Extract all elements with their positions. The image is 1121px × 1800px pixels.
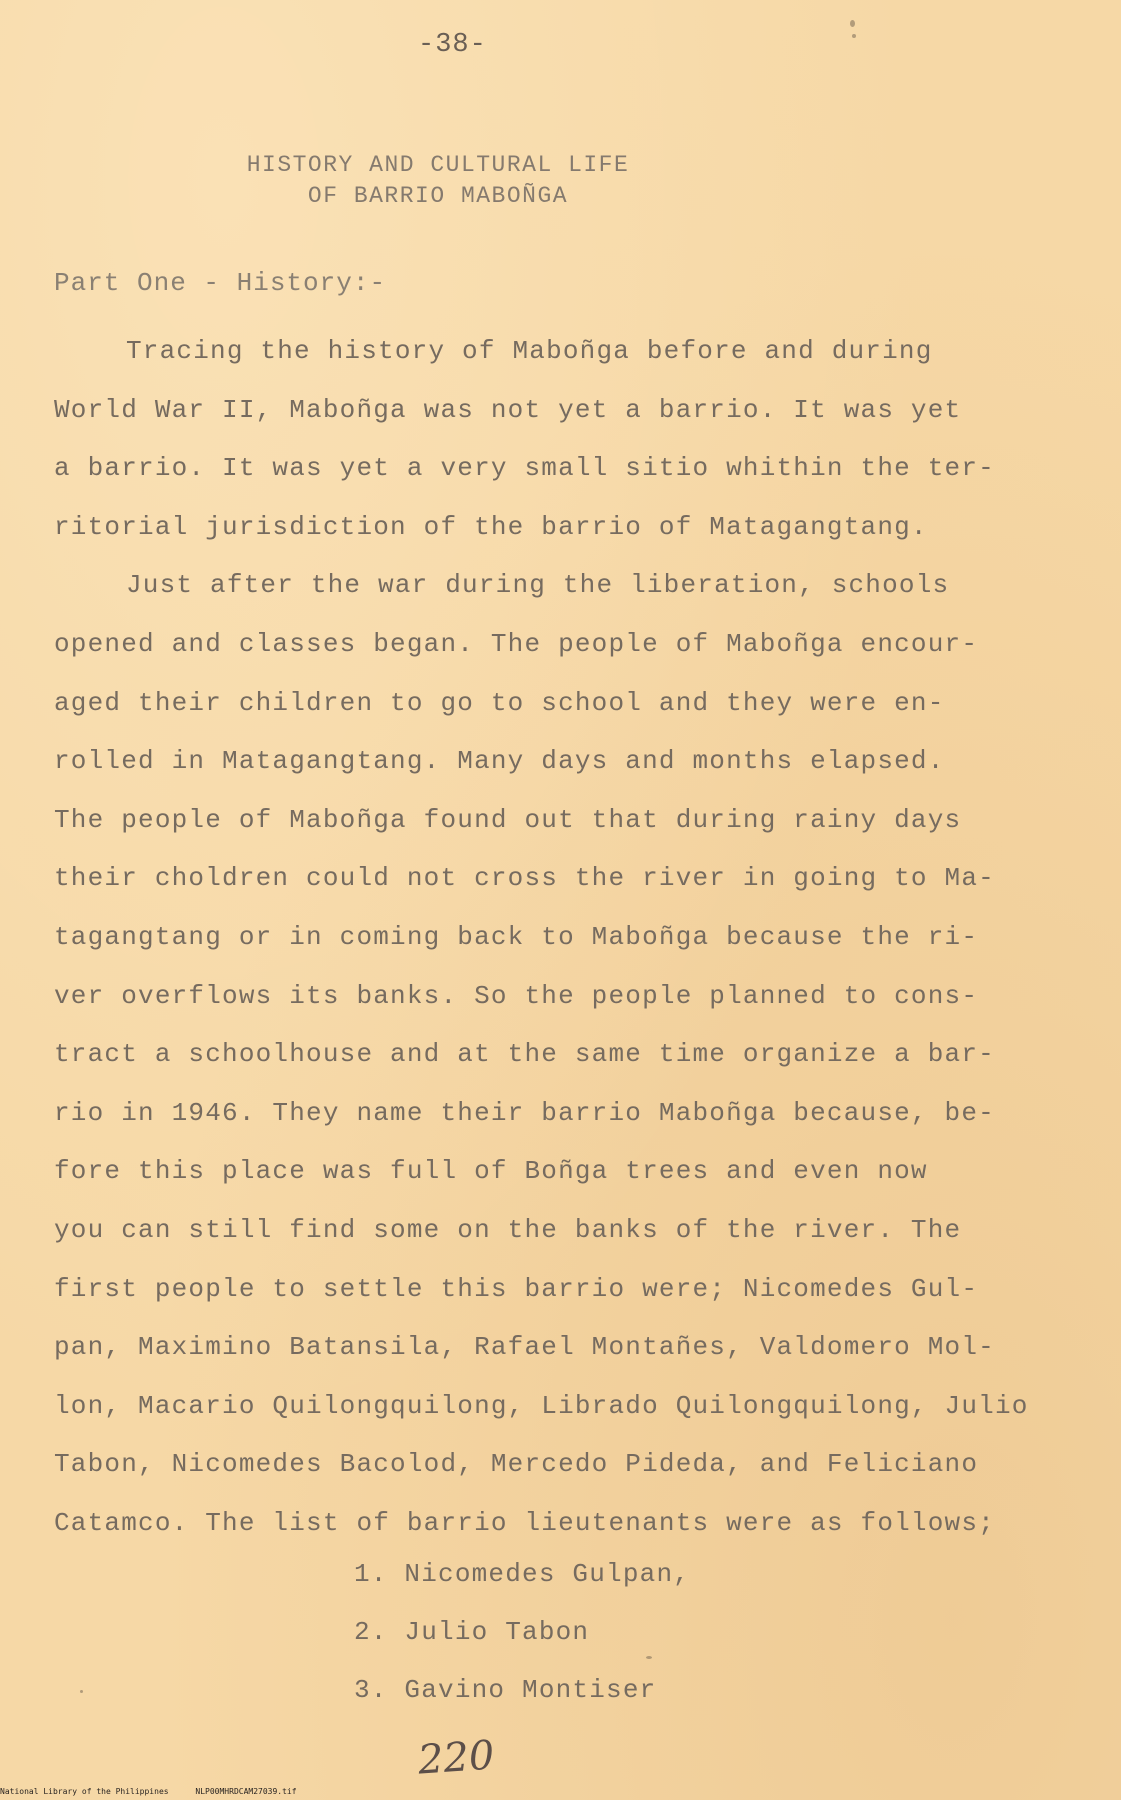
footer-filename: NLP00MHRDCAM27039.tif [195,1787,297,1796]
lieutenant-item: 1. Nicomedes Gulpan, [354,1559,691,1589]
lieutenant-list [354,1545,690,1719]
page-number: -38- [418,30,487,60]
body-line: Tracing the history of Maboñga before and during [126,336,933,366]
body-line: rio in 1946. They name their barrio Maboñga because, be- [54,1097,995,1128]
lieutenant-item: 3. Gavino Montiser [354,1675,657,1705]
lieutenant-item: 2. Julio Tabon [354,1617,590,1647]
handwritten-page-number: 220 [416,1732,496,1784]
body-line: Tabon, Nicomedes Bacolod, Mercedo Pideda, and Feliciano [54,1449,979,1480]
section-heading: Part One - History:- [54,268,387,298]
document-title [208,150,668,212]
speck-mark [850,20,855,27]
body-line: pan, Maximino Batansila, Rafael Montañes, Valdomero Mol- [54,1332,995,1363]
body-line: opened and classes began. The people of Maboñga encour- [54,628,979,659]
body-line: first people to settle this barrio were; Nicomedes Gul- [54,1273,979,1304]
body-line: The people of Maboñga found out that during rainy days [54,804,962,835]
speck-mark [646,1656,652,1659]
body-line: ritorial jurisdiction of the barrio of Matagangtang. [54,511,928,542]
body-line: ver overflows its banks. So the people planned to cons- [54,980,979,1011]
title-line-2: OF BARRIO MABOÑGA [307,183,569,209]
body-text [54,322,1069,1552]
body-line: a barrio. It was yet a very small sitio whithin the ter- [54,453,995,484]
speck-mark [852,34,856,38]
body-line: you can still find some on the banks of the river. The [54,1214,962,1245]
body-line: tagangtang or in coming back to Maboñga because the ri- [54,921,979,952]
body-line: tract a schoolhouse and at the same time organize a bar- [54,1039,995,1070]
scan-footer [0,1784,297,1800]
body-line: fore this place was full of Boñga trees and even now [54,1156,928,1187]
body-line: rolled in Matagangtang. Many days and months elapsed. [54,746,945,777]
body-line: Catamco. The list of barrio lieutenants were as follows; [54,1507,995,1538]
body-line: their choldren could not cross the river in going to Ma- [54,863,995,894]
body-line: aged their children to go to school and they were en- [54,687,945,718]
speck-mark [80,1690,83,1693]
body-line: lon, Macario Quilongquilong, Librado Quilongquilong, Julio [54,1390,1029,1421]
footer-institution: National Library of the Philippines [0,1787,169,1796]
title-line-1: HISTORY AND CULTURAL LIFE [246,152,630,178]
body-line: Just after the war during the liberation, schools [126,570,950,601]
body-line: World War II, Maboñga was not yet a barrio. It was yet [54,394,962,425]
